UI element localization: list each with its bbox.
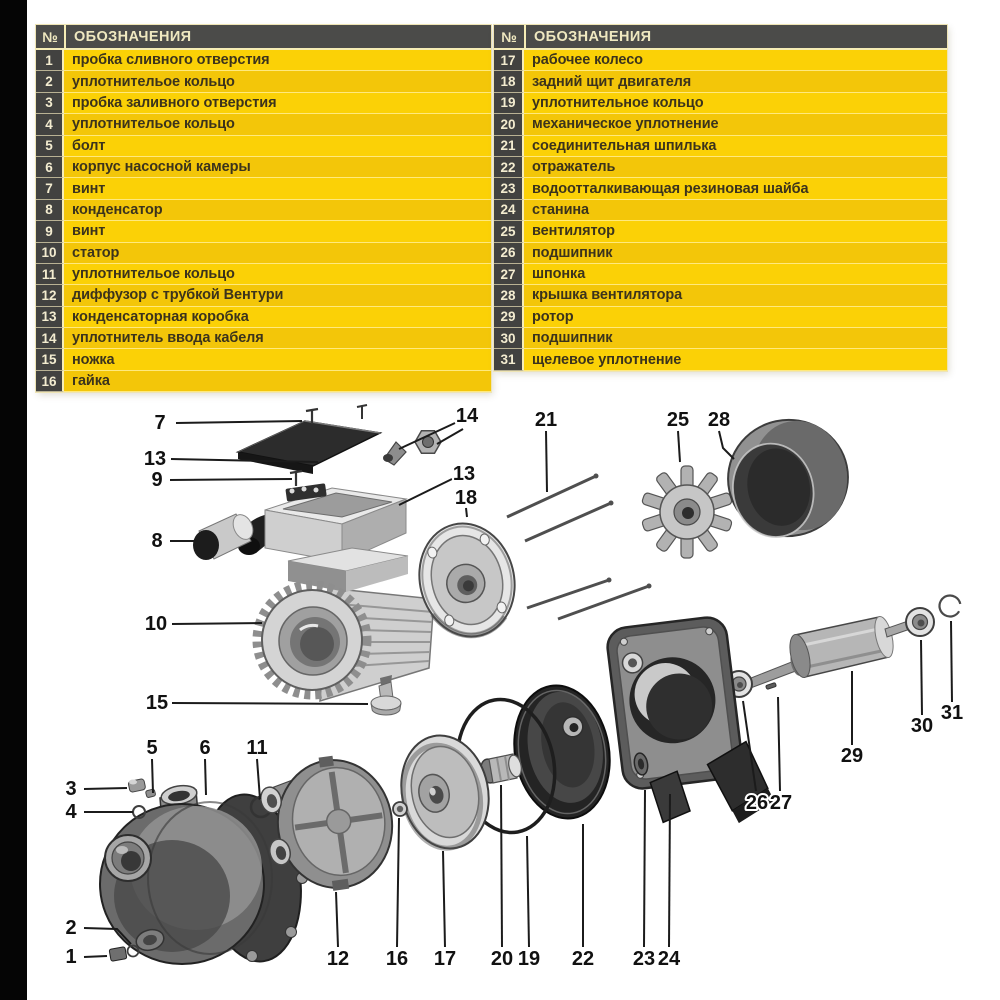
legend-row-name: щелевое уплотнение xyxy=(524,349,947,370)
legend-row-number: 21 xyxy=(494,136,524,157)
callout-leader-line xyxy=(921,640,922,715)
callout-number: 31 xyxy=(940,702,964,724)
callout-leader-line xyxy=(951,621,952,702)
legend-row-name: вентилятор xyxy=(524,221,947,242)
callout-number: 18 xyxy=(454,487,478,509)
legend-row-name: уплотнительое кольцо xyxy=(64,71,491,92)
legend-row-name: уплотнительое кольцо xyxy=(64,114,491,135)
bearing-part30 xyxy=(906,608,934,636)
legend-rows-left xyxy=(36,50,491,392)
legend-row-number: 22 xyxy=(494,157,524,178)
tie-rods-part21 xyxy=(507,474,652,620)
legend-row-number: 23 xyxy=(494,178,524,199)
callout-number: 22 xyxy=(571,948,595,970)
legend-row xyxy=(494,243,947,264)
legend-row-name: крышка вентилятора xyxy=(524,285,947,306)
callout-number: 26 xyxy=(745,792,769,814)
callout-leader-line xyxy=(170,479,292,480)
legend-row-name: подшипник xyxy=(524,328,947,349)
legend-row-name: задний щит двигателя xyxy=(524,71,947,92)
legend-row xyxy=(36,136,491,157)
callout-leader-line xyxy=(437,429,463,444)
legend-row-name: уплотнительное кольцо xyxy=(524,93,947,114)
legend-row-number: 1 xyxy=(36,50,64,71)
callout-number: 10 xyxy=(144,613,168,635)
legend-row xyxy=(494,178,947,199)
callout-number: 5 xyxy=(146,737,158,759)
callout-number: 9 xyxy=(151,469,163,491)
legend-row-number: 8 xyxy=(36,200,64,221)
callout-number: 29 xyxy=(840,745,864,767)
legend-header xyxy=(494,25,947,50)
callout-number: 15 xyxy=(145,692,169,714)
callout-leader-line xyxy=(466,508,467,517)
legend-row xyxy=(36,200,491,221)
legend-row xyxy=(36,307,491,328)
callout-number: 23 xyxy=(632,948,656,970)
legend-row-number: 12 xyxy=(36,285,64,306)
legend-row-name: болт xyxy=(64,136,491,157)
callout-leader-line xyxy=(397,818,399,947)
screw-part7 xyxy=(306,405,367,424)
legend-row-number: 19 xyxy=(494,93,524,114)
legend-row-number: 16 xyxy=(36,371,64,392)
legend-row xyxy=(36,371,491,392)
legend-row-name: отражатель xyxy=(524,157,947,178)
legend-row-number: 15 xyxy=(36,349,64,370)
callout-leader-line xyxy=(172,623,262,624)
legend-row xyxy=(494,93,947,114)
legend-row-number: 14 xyxy=(36,328,64,349)
legend-row xyxy=(494,264,947,285)
legend-row xyxy=(494,114,947,135)
cable-gland-part14 xyxy=(383,431,441,465)
legend-row xyxy=(494,307,947,328)
capacitor-box-lid-part13 xyxy=(238,421,380,474)
fan-part25 xyxy=(641,466,732,558)
callout-number: 1 xyxy=(65,946,77,968)
callout-leader-line xyxy=(399,479,452,505)
legend-row-number: 3 xyxy=(36,93,64,114)
rotor-part29 xyxy=(746,615,913,689)
bolt-part5 xyxy=(145,789,156,798)
callout-leader-line xyxy=(336,892,338,947)
legend-row-name: конденсатор xyxy=(64,200,491,221)
legend-row xyxy=(494,328,947,349)
exploded-pump-diagram xyxy=(0,395,1000,1000)
legend-row-number: 6 xyxy=(36,157,64,178)
legend-header-number: № xyxy=(494,25,526,48)
capacitor-box-part13 xyxy=(238,483,406,562)
snap-ring-part31 xyxy=(936,592,965,621)
legend-row-number: 7 xyxy=(36,178,64,199)
legend-row xyxy=(494,50,947,71)
legend-header-title: ОБОЗНАЧЕНИЯ xyxy=(66,25,491,48)
legend-row-number: 4 xyxy=(36,114,64,135)
legend-row-name: ротор xyxy=(524,307,947,328)
callout-leader-line xyxy=(205,759,206,795)
legend-row-name: гайка xyxy=(64,371,491,392)
legend-row-number: 17 xyxy=(494,50,524,71)
stator-part10 xyxy=(257,548,434,701)
legend-row-number: 26 xyxy=(494,243,524,264)
legend-row-number: 28 xyxy=(494,285,524,306)
callout-leader-line xyxy=(176,421,302,423)
callout-number: 30 xyxy=(910,715,934,737)
legend-row xyxy=(36,221,491,242)
plug-part3 xyxy=(128,778,146,792)
callout-leader-line xyxy=(669,794,670,947)
legend-row-number: 18 xyxy=(494,71,524,92)
legend-row xyxy=(36,328,491,349)
legend-row-name: механическое уплотнение xyxy=(524,114,947,135)
legend-rows-right xyxy=(494,50,947,371)
callout-leader-line xyxy=(778,697,780,791)
legend-table-left xyxy=(36,25,491,392)
legend-row-number: 27 xyxy=(494,264,524,285)
legend-header-number: № xyxy=(36,25,66,48)
callout-leader-line xyxy=(527,836,529,947)
callout-number: 6 xyxy=(199,737,211,759)
callout-leader-line xyxy=(678,431,680,462)
legend-row-name: станина xyxy=(524,200,947,221)
legend-row-name: винт xyxy=(64,178,491,199)
fan-cover-part28 xyxy=(717,409,858,547)
legend-row-number: 30 xyxy=(494,328,524,349)
callout-number: 7 xyxy=(154,412,166,434)
nut-part16 xyxy=(393,802,407,816)
legend-row xyxy=(36,71,491,92)
legend-row xyxy=(494,221,947,242)
legend-row-number: 20 xyxy=(494,114,524,135)
legend-row-name: уплотнительое кольцо xyxy=(64,264,491,285)
legend-row-number: 9 xyxy=(36,221,64,242)
callout-leader-line xyxy=(84,956,107,957)
callout-number: 27 xyxy=(769,792,793,814)
legend-row-number: 13 xyxy=(36,307,64,328)
legend-row xyxy=(494,285,947,306)
callout-leader-line xyxy=(257,759,260,799)
callout-leader-line xyxy=(443,851,445,947)
legend-row-number: 10 xyxy=(36,243,64,264)
legend-row xyxy=(36,285,491,306)
callout-number: 17 xyxy=(433,948,457,970)
legend-row-number: 25 xyxy=(494,221,524,242)
legend-row xyxy=(494,200,947,221)
callout-number: 4 xyxy=(65,801,77,823)
legend-row-name: конденсаторная коробка xyxy=(64,307,491,328)
legend-row xyxy=(36,264,491,285)
callout-number: 2 xyxy=(65,917,77,939)
legend-header xyxy=(36,25,491,50)
legend-row-name: пробка сливного отверстия xyxy=(64,50,491,71)
legend-row xyxy=(36,243,491,264)
legend-row xyxy=(494,157,947,178)
callout-number: 16 xyxy=(385,948,409,970)
callout-number: 12 xyxy=(326,948,350,970)
callout-number: 14 xyxy=(455,405,479,427)
legend-row-name: подшипник xyxy=(524,243,947,264)
callout-number: 13 xyxy=(143,448,167,470)
legend-row-number: 29 xyxy=(494,307,524,328)
legend-row-name: рабочее колесо xyxy=(524,50,947,71)
legend-row-name: ножка xyxy=(64,349,491,370)
legend-row-number: 31 xyxy=(494,349,524,370)
callout-number: 25 xyxy=(666,409,690,431)
legend-header-title: ОБОЗНАЧЕНИЯ xyxy=(526,25,947,48)
callout-number: 13 xyxy=(452,463,476,485)
legend-row-name: водоотталкивающая резиновая шайба xyxy=(524,178,947,199)
callout-number: 20 xyxy=(490,948,514,970)
callout-leader-line xyxy=(546,431,547,492)
callout-number: 28 xyxy=(707,409,731,431)
callout-leader-line xyxy=(644,790,645,947)
key-part27 xyxy=(766,683,777,690)
legend-row xyxy=(36,93,491,114)
callout-number: 8 xyxy=(151,530,163,552)
legend-table-right xyxy=(494,25,947,371)
callout-leader-line xyxy=(501,785,502,947)
legend-row-name: винт xyxy=(64,221,491,242)
legend-row-name: соединительная шпилька xyxy=(524,136,947,157)
legend-row-number: 5 xyxy=(36,136,64,157)
legend-row-number: 24 xyxy=(494,200,524,221)
legend-row-name: шпонка xyxy=(524,264,947,285)
legend-row xyxy=(36,157,491,178)
legend-row xyxy=(36,349,491,370)
impeller-part17 xyxy=(391,727,499,856)
callout-leader-line xyxy=(172,703,368,704)
legend-row-name: диффузор с трубкой Вентури xyxy=(64,285,491,306)
legend-row-name: статор xyxy=(64,243,491,264)
callout-leader-line xyxy=(719,431,734,459)
plug-part1 xyxy=(109,947,127,962)
callout-number: 19 xyxy=(517,948,541,970)
legend-row xyxy=(494,136,947,157)
callout-number: 24 xyxy=(657,948,681,970)
legend-row xyxy=(36,114,491,135)
legend-row xyxy=(36,50,491,71)
callout-number: 21 xyxy=(534,409,558,431)
callout-leader-line xyxy=(152,759,153,793)
callout-leader-line xyxy=(84,788,127,789)
callout-number: 3 xyxy=(65,778,77,800)
legend-row-name: пробка заливного отверстия xyxy=(64,93,491,114)
deflector-part22 xyxy=(504,678,620,826)
legend-row-name: уплотнитель ввода кабеля xyxy=(64,328,491,349)
legend-row xyxy=(494,71,947,92)
legend-row-name: корпус насосной камеры xyxy=(64,157,491,178)
callout-number: 11 xyxy=(246,737,268,759)
legend-row-number: 11 xyxy=(36,264,64,285)
legend-row xyxy=(36,178,491,199)
legend-row-number: 2 xyxy=(36,71,64,92)
legend-row xyxy=(494,349,947,370)
